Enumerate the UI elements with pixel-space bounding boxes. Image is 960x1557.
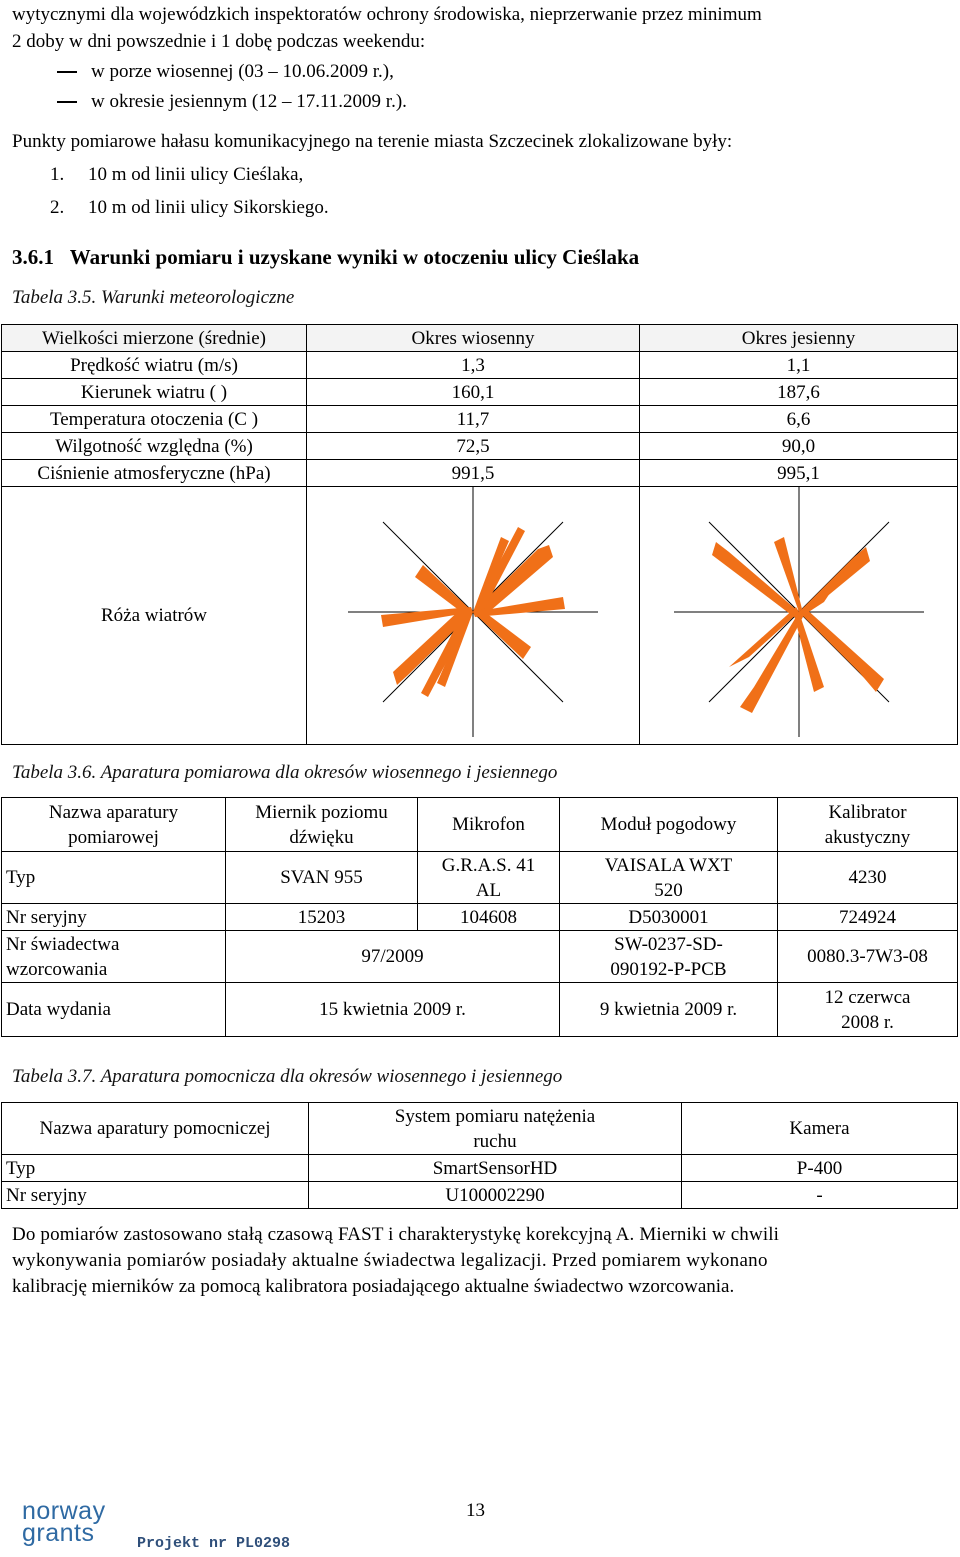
cell-line: 2008 r.	[841, 1011, 894, 1033]
table-cell: U100002290	[309, 1182, 682, 1209]
table-cell: Kierunek wiatru ( )	[2, 379, 307, 406]
measurement-equipment-table	[1, 797, 958, 1037]
row-label: Typ	[2, 1155, 309, 1182]
point-2-text: 10 m od linii ulicy Sikorskiego.	[88, 197, 329, 218]
row-label: Nr seryjny	[2, 904, 226, 931]
table-row	[2, 931, 958, 983]
table-cell: SVAN 955	[226, 852, 418, 904]
table-cell: 11,7	[307, 406, 640, 433]
row-label: Data wydania	[2, 983, 226, 1037]
bullet-spring: w porze wiosennej (03 – 10.06.2009 r.),	[91, 61, 394, 82]
wind-rose-label: Róża wiatrów	[2, 487, 307, 745]
table-row	[2, 352, 958, 379]
table-header-row	[2, 1103, 958, 1155]
wind-rose-spring-cell	[307, 487, 640, 745]
table-cell: 0080.3-7W3-08	[778, 931, 958, 983]
cell-line: G.R.A.S. 41	[441, 854, 536, 876]
section-number: 3.6.1	[12, 245, 54, 269]
table-cell: 724924	[778, 904, 958, 931]
header-cell: Mikrofon	[418, 798, 560, 852]
intro-line-1: wytycznymi dla wojewódzkich inspektoratów ochrony środowiska, nieprzerwanie przez minimum	[12, 4, 762, 25]
table-cell: 991,5	[307, 460, 640, 487]
point-1-text: 10 m od linii ulicy Cieślaka,	[88, 164, 304, 185]
table-row	[2, 433, 958, 460]
table-cell: 9 kwietnia 2009 r.	[560, 983, 778, 1037]
meteorological-table	[1, 324, 958, 745]
closing-line-2: wykonywania pomiarów posiadały aktualne świadectwa legalizacji. Przed pomiarem wykonano	[12, 1250, 768, 1271]
header-cell: Wielkości mierzone (średnie)	[2, 325, 307, 352]
page-number: 13	[466, 1500, 485, 1521]
header-cell: Moduł pogodowy	[560, 798, 778, 852]
header-line: dźwięku	[289, 826, 354, 848]
table-cell: 187,6	[640, 379, 958, 406]
cell-line: 12 czerwca	[824, 986, 911, 1008]
closing-line-3: kalibrację mierników za pomocą kalibratora posiadającego aktualne świadectwo wzorcowania.	[12, 1276, 735, 1297]
table-header-row	[2, 325, 958, 352]
cell-line: AL	[475, 879, 502, 901]
header-cell	[778, 798, 958, 852]
table-cell: Temperatura otoczenia (C )	[2, 406, 307, 433]
cell-line: Nr świadectwa	[6, 933, 120, 955]
table-row	[2, 852, 958, 904]
table-cell	[560, 852, 778, 904]
table-cell	[778, 983, 958, 1037]
table-cell	[560, 931, 778, 983]
wind-rose-autumn-cell	[640, 487, 958, 745]
points-intro: Punkty pomiarowe hałasu komunikacyjnego na terenie miasta Szczecinek zlokalizowane były:	[12, 131, 733, 152]
header-cell: Okres jesienny	[640, 325, 958, 352]
point-1-number: 1.	[50, 164, 65, 185]
table-cell: P-400	[682, 1155, 958, 1182]
table-row	[2, 460, 958, 487]
table-row	[2, 904, 958, 931]
header-line: akustyczny	[824, 826, 911, 848]
table-row	[2, 1182, 958, 1209]
auxiliary-equipment-table	[1, 1102, 958, 1209]
table-cell: 1,3	[307, 352, 640, 379]
bullet-autumn: w okresie jesiennym (12 – 17.11.2009 r.).	[91, 91, 407, 112]
table-cell: 72,5	[307, 433, 640, 460]
header-line: Nazwa aparatury	[48, 801, 179, 823]
table-row	[2, 379, 958, 406]
table-cell: Wilgotność względna (%)	[2, 433, 307, 460]
table-cell: -	[682, 1182, 958, 1209]
table3-caption: Tabela 3.7. Aparatura pomocnicza dla okresów wiosennego i jesiennego	[12, 1066, 563, 1087]
table1-caption: Tabela 3.5. Warunki meteorologiczne	[12, 287, 295, 308]
table-cell: 6,6	[640, 406, 958, 433]
section-title: Warunki pomiaru i uzyskane wyniki w otoczeniu ulicy Cieślaka	[69, 245, 640, 269]
header-cell: Kamera	[682, 1103, 958, 1155]
table-cell: 97/2009	[226, 931, 560, 983]
table-cell: 160,1	[307, 379, 640, 406]
section-heading	[12, 245, 639, 270]
table-cell: 90,0	[640, 433, 958, 460]
cell-line: VAISALA WXT	[604, 854, 733, 876]
rose-petals	[712, 537, 884, 713]
header-line: pomiarowej	[68, 826, 159, 848]
table-header-row	[2, 798, 958, 852]
table-row	[2, 983, 958, 1037]
header-cell	[309, 1103, 682, 1155]
table-row	[2, 406, 958, 433]
row-label: Typ	[2, 852, 226, 904]
cell-line: wzorcowania	[6, 958, 108, 980]
point-2-number: 2.	[50, 197, 65, 218]
table-cell: Prędkość wiatru (m/s)	[2, 352, 307, 379]
table-cell: D5030001	[560, 904, 778, 931]
header-cell: Okres wiosenny	[307, 325, 640, 352]
header-cell	[2, 798, 226, 852]
row-label: Nr seryjny	[2, 1182, 309, 1209]
table-cell: 15 kwietnia 2009 r.	[226, 983, 560, 1037]
table-cell	[418, 852, 560, 904]
bullet-dash-1	[57, 71, 77, 73]
cell-line: 090192-P-PCB	[610, 958, 727, 980]
table-cell: Ciśnienie atmosferyczne (hPa)	[2, 460, 307, 487]
cell-line: 520	[654, 879, 683, 901]
wind-rose-autumn	[644, 487, 954, 737]
table-row	[2, 1155, 958, 1182]
norway-grants-logo	[22, 1497, 106, 1547]
logo-text-2: grants	[22, 1519, 95, 1547]
header-cell	[226, 798, 418, 852]
table-cell: 1,1	[640, 352, 958, 379]
row-label	[2, 931, 226, 983]
table-cell: 15203	[226, 904, 418, 931]
table-cell: 4230	[778, 852, 958, 904]
table-cell: 104608	[418, 904, 560, 931]
cell-line: SW-0237-SD-	[614, 933, 723, 955]
header-line: Kalibrator	[828, 801, 907, 823]
header-line: Miernik poziomu	[255, 801, 388, 823]
table-cell: 995,1	[640, 460, 958, 487]
header-line: System pomiaru natężenia	[394, 1105, 596, 1127]
table-cell: SmartSensorHD	[309, 1155, 682, 1182]
project-number: Projekt nr PL0298	[137, 1535, 291, 1552]
table2-caption: Tabela 3.6. Aparatura pomiarowa dla okresów wiosennego i jesiennego	[12, 762, 558, 783]
wind-rose-spring	[313, 487, 633, 737]
intro-line-2: 2 doby w dni powszednie i 1 dobę podczas weekendu:	[12, 31, 426, 52]
logo-text-1: norway	[22, 1497, 106, 1525]
closing-line-1: Do pomiarów zastosowano stałą czasową FAST i charakterystykę korekcyjną A. Mierniki w chwili	[12, 1224, 780, 1245]
header-cell: Nazwa aparatury pomocniczej	[2, 1103, 309, 1155]
wind-rose-row	[2, 487, 958, 745]
header-line: ruchu	[473, 1130, 517, 1152]
bullet-dash-2	[57, 101, 77, 103]
